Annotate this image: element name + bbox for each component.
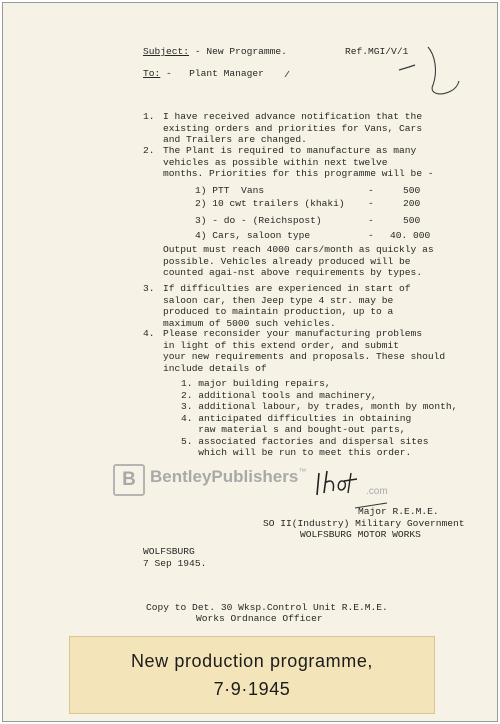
publisher-name: BentleyPublishers™	[150, 467, 307, 486]
copy-to-line-2: Works Ordnance Officer	[196, 613, 323, 624]
signature-organization: WOLFSBURG MOTOR WORKS	[300, 529, 421, 540]
item-4-line-1: Please reconsider your manufacturing problems	[163, 328, 423, 339]
output-note-line-1: Output must reach 4000 cars/month as quickly as	[163, 244, 434, 255]
item-2-line-2: vehicles as possible within next twelve	[163, 156, 388, 168]
item-2-line-1: The Plant is required to manufacture as many	[163, 145, 417, 156]
priority-2-qty: 200	[403, 198, 421, 209]
item-2-number: 2.	[143, 145, 155, 156]
publisher-domain: .com	[366, 486, 388, 497]
caption-title: New production programme,	[130, 651, 374, 671]
detail-1: 1. major building repairs,	[181, 378, 331, 389]
item-1-number: 1.	[143, 111, 155, 122]
item-1-line-3: and Trailers are changed.	[163, 134, 307, 145]
item-3-number: 3.	[143, 283, 155, 294]
priority-4-qty: 40. 000	[390, 230, 431, 241]
reference-number: Ref.MGI/V/1	[345, 46, 409, 57]
output-note-line-3: counted agai-nst above requirements by types.	[163, 267, 423, 278]
copy-to-line-1: Copy to Det. 30 Wksp.Control Unit R.E.M.E.	[146, 602, 388, 613]
priority-1-dash: -	[368, 185, 374, 196]
place: WOLFSBURG	[143, 546, 195, 557]
date: 7 Sep 1945.	[143, 558, 207, 569]
handwritten-annotation	[263, 35, 463, 105]
priority-3-dash: -	[368, 215, 374, 226]
signature-title: SO II(Industry) Military Government	[263, 518, 465, 529]
handwritten-signature	[311, 469, 371, 503]
item-3-line-3: produced to maintain production, up to a	[163, 306, 394, 317]
detail-4-cont: raw material s and bought-out parts,	[181, 424, 406, 435]
caption-box	[69, 636, 435, 714]
detail-5-cont: which will be run to meet this order.	[181, 447, 412, 458]
priority-2-label: 2) 10 cwt trailers (khaki)	[195, 198, 345, 209]
to-label: To:	[143, 68, 161, 79]
priority-4-dash: -	[368, 230, 374, 241]
signature-rank: Major R.E.M.E.	[358, 506, 439, 517]
priority-3-label: 3) - do - (Reichspost)	[195, 215, 322, 226]
priority-4-label: 4) Cars, saloon type	[195, 230, 311, 241]
output-note-line-2: possible. Vehicles already produced will be	[163, 255, 411, 267]
item-3-line-2: saloon car, then Jeep type 4 str. may be	[163, 294, 394, 306]
page-frame	[2, 2, 498, 722]
item-3-line-4: maximum of 5000 such vehicles.	[163, 317, 336, 329]
to-text: - Plant Manager	[160, 68, 264, 79]
item-4-line-3: your new requirements and proposals. These should	[163, 351, 446, 362]
detail-4: 4. anticipated difficulties in obtaining	[181, 412, 412, 424]
item-1-line-1: I have received advance notification that the	[163, 111, 423, 122]
item-4-line-4: include details of	[163, 362, 267, 374]
caption-date: 7·9·1945	[213, 679, 291, 699]
item-2-line-3: months. Priorities for this programme will be -	[163, 168, 434, 179]
item-4-number: 4.	[143, 328, 155, 339]
subject-text: - New Programme.	[189, 46, 287, 57]
detail-5: 5. associated factories and dispersal sites	[181, 435, 429, 447]
item-1-line-2: existing orders and priorities for Vans, Cars	[163, 122, 423, 134]
priority-2-dash: -	[368, 198, 374, 209]
detail-2: 2. additional tools and machinery,	[181, 389, 377, 401]
item-3-line-1: If difficulties are experienced in start of	[163, 283, 411, 294]
detail-3: 3. additional labour, by trades, month by month,	[181, 401, 458, 412]
typed-letter	[3, 3, 497, 721]
priority-1-qty: 500	[403, 185, 421, 196]
subject-label: Subject:	[143, 46, 190, 57]
publisher-logo-icon: B	[113, 464, 145, 496]
to-line	[143, 68, 264, 80]
priority-3-qty: 500	[403, 215, 421, 226]
item-4-line-2: in light of this extend order, and submit	[163, 339, 400, 351]
priority-1-label: 1) PTT Vans	[195, 185, 265, 196]
